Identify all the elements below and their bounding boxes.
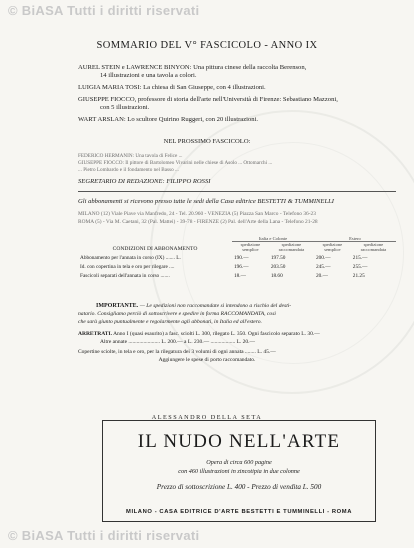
row-value: 21.25 — [352, 273, 365, 279]
table-row — [78, 270, 396, 279]
row-label: Id. con copertina in tela e oro per rilegare .... — [80, 264, 175, 270]
row-value: 245.— — [315, 264, 331, 270]
table-header-main: CONDIZIONI DI ABBONAMENTO — [112, 246, 198, 252]
row-value: 255.— — [352, 264, 368, 270]
summary-title: SOMMARIO DEL V° FASCICOLO - ANNO IX — [96, 40, 318, 51]
covers-postage-note: Aggiungere le spese di porto raccomandato. — [158, 357, 256, 363]
important-text: che sarà giunto puntualmente e regolarmente agli abbonati, in Italia ed all'estero. — [78, 319, 262, 325]
next-issue-heading: NEL PROSSIMO FASCICOLO: — [163, 138, 251, 145]
summary-entry: AUREL STEIN e LAWRENCE BINYON: Una pittura cinese della raccolta Berenson, — [78, 64, 307, 71]
table-row — [78, 261, 396, 270]
next-issue-item: FEDERICO HERMANIN: Una tavola di Felice ... — [78, 153, 183, 159]
table-group-abroad: Estero — [314, 232, 396, 242]
row-value: 18.60 — [270, 273, 283, 279]
divider — [78, 191, 396, 192]
arrears-text: Anno I (quasi esaurito) a fasc. sciolti L. 300, rilegato L. 350. Ogni fascicolo separato L. 30.— — [113, 331, 320, 337]
summary-entry: 14 illustrazioni e una tavola a colori. — [100, 72, 197, 79]
ad-line: Opera di circa 600 pagine — [206, 459, 272, 466]
row-value: 18.— — [234, 273, 246, 279]
row-label: Fascicoli separati dell'annata in corso ....... — [80, 273, 170, 279]
summary-entry: con 5 illustrazioni. — [100, 104, 150, 111]
arrears-text: Altre annate ....................... L. 200.— a L. 230.— .................. L. 20.— — [100, 339, 256, 345]
summary-entry: WART ARSLAN: Lo scultore Quirino Ruggeri, con 20 illustrazioni. — [78, 116, 259, 123]
subscription-intro: Gli abbonamenti si ricevono presso tutte le sedi della Casa editrice BESTETTI & TUMMINELLI — [78, 198, 334, 205]
table-group-italy: Italia e Colonie — [232, 232, 314, 242]
summary-entry: LUIGIA MARIA TOSI: La chiesa di San Giuseppe, con 4 illustrazioni. — [78, 84, 266, 91]
row-value: 200.— — [315, 255, 331, 261]
ad-author: ALESSANDRO DELLA SETA — [151, 414, 263, 421]
table-col-header: spedizione semplice — [322, 242, 343, 252]
table-row — [78, 252, 396, 261]
row-value: 190.— — [234, 255, 249, 261]
covers-note: Copertine sciolte, in tela e oro, per la rilegatura dei 3 volumi di ogni annata ........ L. 45.— — [78, 349, 276, 355]
next-issue-item: ... Pietro Lombardo e il fondamento nel Basso ... — [78, 167, 179, 173]
table-col-header: spedizione raccomandata — [360, 242, 387, 252]
ad-title: IL NUDO NELL'ARTE — [137, 431, 341, 452]
row-value: 196.— — [234, 264, 249, 270]
row-value: 215.— — [352, 255, 368, 261]
ad-publisher: MILANO - CASA EDITRICE D'ARTE BESTETTI E TUMMINELLI - ROMA — [126, 509, 352, 515]
important-note — [96, 302, 396, 310]
row-value: 20.— — [315, 273, 328, 279]
row-label: Abbonamento per l'annata in corso (IX) ....... L. — [80, 255, 181, 261]
watermark-top: © BiASA Tutti i diritti riservati — [8, 3, 200, 18]
subscription-price-table — [78, 232, 396, 279]
arrears-note — [78, 330, 396, 338]
book-advertisement — [102, 420, 376, 522]
next-issue-item: GIUSEPPE FIOCCO: Il pittore di Bartolomeo Vivarini nelle chiese di Asolo ... Ottomarchi ... — [78, 160, 273, 166]
table-col-header: spedizione semplice — [240, 242, 261, 252]
office-addresses: ROMA (5) - Via M. Caetani, 32 (Pal. Mattei) - 39-78 - FIRENZE (2) Pal. dell'Arte della Lana - Telefono 21-28 — [78, 219, 318, 225]
ad-line: con 460 illustrazioni in zincotipia in due colonne — [178, 468, 300, 475]
ad-price: Prezzo di sottoscrizione L. 400 - Prezzo di vendita L. 500 — [156, 483, 322, 491]
arrears-label: ARRETRATI. — [78, 331, 112, 337]
editorial-secretary: SEGRETARIO DI REDAZIONE: FILIPPO ROSSI — [78, 178, 211, 185]
table-col-header: spedizione raccomandata — [278, 242, 305, 252]
office-addresses: MILANO (12) Viale Piave via Manfredo, 24 - Tel. 20.960 - VENEZIA (5) Piazza San Marco - Telefono 36-23 — [78, 211, 316, 217]
row-value: 203.50 — [270, 264, 286, 270]
row-value: 197.50 — [270, 255, 286, 261]
important-text: — Le spedizioni non raccomandate si intendono a rischio del desti- — [139, 303, 292, 309]
important-text: natario. Consigliamo perciò di sottoscrivere e spedire in forma RACCOMANDATA, così — [78, 311, 276, 317]
summary-entry: GIUSEPPE FIOCCO, professore di storia dell'arte nell'Università di Firenze: Sebastiano Mazzoni, — [78, 96, 338, 103]
important-label: IMPORTANTE. — [96, 303, 139, 309]
watermark-bottom: © BiASA Tutti i diritti riservati — [8, 528, 200, 543]
